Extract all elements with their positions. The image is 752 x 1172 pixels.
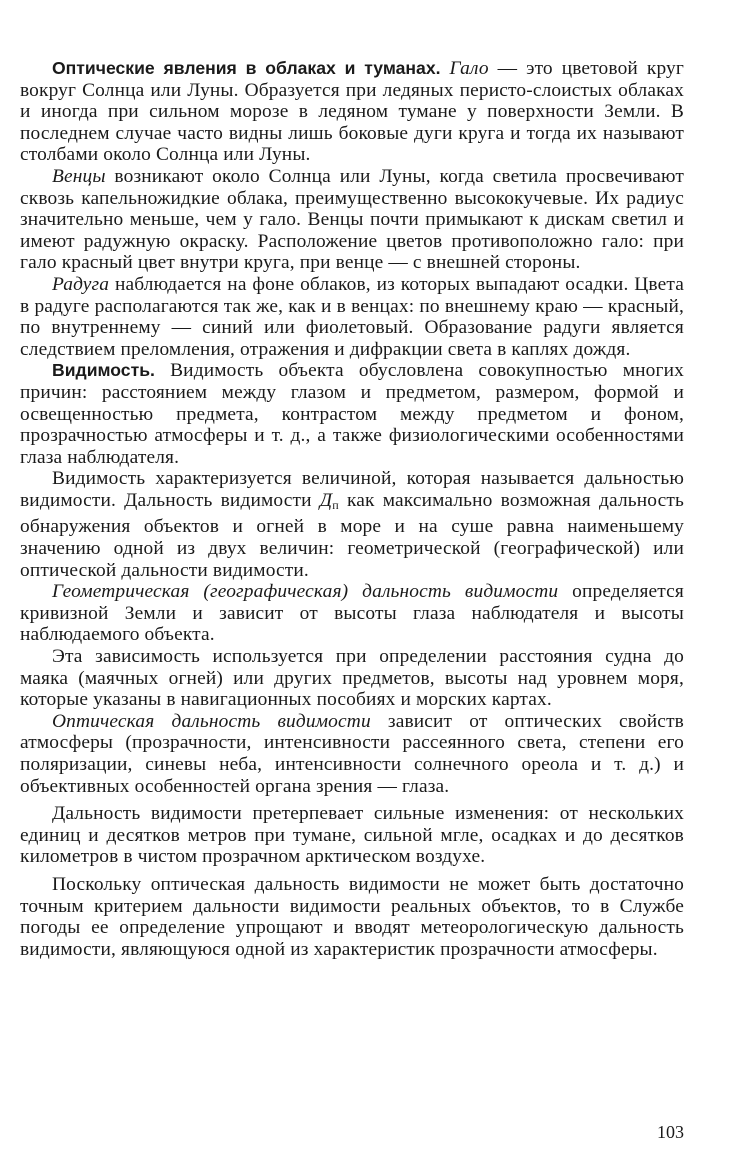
paragraph-text: возникают около Солнца или Луны, когда светила просвечивают сквозь капельножидкие облака, преимущественно высококучевые. Их радиус значительно меньше, чем у гало. Венцы почти примыкают к дискам светил и имеют радужную окраску. Расположение цветов противоположно гало: при гало красный цвет внутри круга, при венце — с внешней стороны.	[20, 165, 684, 274]
section-heading-optical-phenomena: Оптические явления в облаках и туманах.	[52, 58, 441, 78]
paragraph-range-changes	[20, 803, 684, 868]
term-geometric-range: Геометрическая (географическая) дальность видимости	[52, 581, 559, 603]
range-symbol: Д	[319, 489, 333, 511]
paragraph-text: Поскольку оптическая дальность видимости не может быть достаточно точным критерием дальности видимости реальных объектов, то в Службе погоды ее определение упрощают и вводят метеорологическую дальность видимости, являющуюся одной из характеристик прозрачности атмосферы.	[20, 873, 684, 960]
paragraph-text: зависит от оптических свойств атмосферы (прозрачности, интенсивности рассеянного света, степени его поляризации, синевы неба, интенсивности солнечного ореола и т. д.) и объективных особенностей органа зрения — глаза.	[20, 710, 684, 797]
term-coronas: Венцы	[52, 165, 106, 187]
paragraph-coronas	[20, 166, 684, 274]
page-number: 103	[657, 1122, 684, 1142]
paragraph-optical-phenomena	[20, 58, 684, 166]
paragraph-visibility	[20, 360, 684, 468]
paragraph-rainbow	[20, 274, 684, 360]
paragraph-text: Видимость характеризуется величиной, которая называется дальностью видимости. Дальность видимости	[20, 468, 684, 511]
paragraph-optical-range	[20, 711, 684, 797]
paragraph-text: определяется кривизной Земли и зависит от высоты глаза наблюдателя и высоты наблюдаемого объекта.	[20, 581, 684, 646]
section-heading-visibility: Видимость.	[52, 360, 155, 381]
term-halo: Гало	[449, 58, 489, 79]
paragraph-dependence	[20, 646, 684, 711]
range-symbol-subscript: п	[332, 497, 339, 512]
term-optical-range: Оптическая дальность видимости	[52, 710, 371, 732]
paragraph-text: как максимально возможная дальность обнаружения объектов и огней в море и на суше равна наименьшему значению одной из двух величин: геометрической (географической) или оптической дальности видимости.	[20, 489, 684, 581]
paragraph-visibility-range	[20, 468, 684, 581]
term-rainbow: Радуга	[52, 273, 110, 295]
paragraph-meteorological-range	[20, 874, 684, 960]
paragraph-text: наблюдается на фоне облаков, из которых выпадают осадки. Цвета в радуге располагаются так же, как и в венцах: по внешнему краю — красный, по внутреннему — синий или фиолетовый. Образование радуги является следствием преломления, отражения и дифракции света в каплях дождя.	[20, 273, 684, 360]
body-text	[20, 58, 684, 960]
paragraph-text: Видимость объекта обусловлена совокупностью многих причин: расстоянием между глазом и предметом, размером, формой и освещенностью предмета, контрастом между предметом и фоном, прозрачностью атмосферы и т. д., а также физиологическими особенностями глаза наблюдателя.	[20, 360, 684, 468]
paragraph-geometric-range	[20, 581, 684, 646]
paragraph-text: Эта зависимость используется при определении расстояния судна до маяка (маячных огней) или других предметов, высоты над уровнем моря, которые указаны в навигационных пособиях и морских картах.	[20, 646, 684, 711]
paragraph-text: Дальность видимости претерпевает сильные изменения: от нескольких единиц и десятков метров при тумане, сильной мгле, осадках и до десятков километров в чистом прозрачном арктическом воздухе.	[20, 803, 684, 868]
paragraph-text: — это цветовой круг вокруг Солнца или Луны. Образуется при ледяных перисто-слоистых облаках и иногда при сильном морозе в ледяном тумане у поверхности Земли. В последнем случае часто видны лишь боковые дуги круга и тогда их называют столбами около Солнца или Луны.	[20, 58, 684, 166]
